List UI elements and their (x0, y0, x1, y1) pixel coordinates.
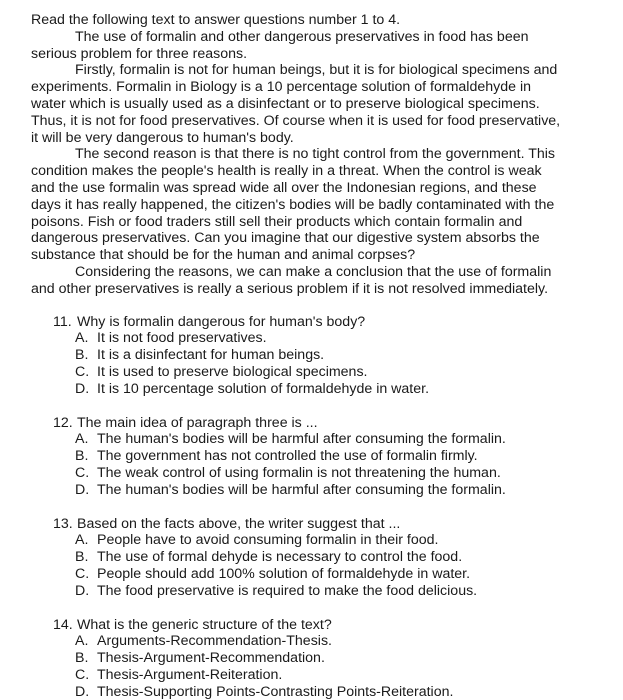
question-text: The main idea of paragraph three is ... (77, 414, 318, 431)
passage-line: The second reason is that there is no tight control from the government. This (75, 146, 555, 163)
passage-paragraph-3 (31, 146, 591, 264)
passage-line: and other preservatives is really a serious problem if it is not resolved immediately. (31, 280, 549, 297)
passage-line: dangerous preservatives. Can you imagine that our digestive system absorbs the (31, 230, 540, 247)
option-letter: A. (75, 532, 89, 549)
option-text: The human's bodies will be harmful after consuming the formalin. (97, 431, 506, 448)
question-text: What is the generic structure of the text? (77, 616, 332, 633)
option-letter: C. (75, 363, 90, 380)
passage-paragraph-2 (31, 62, 591, 146)
answer-option-a[interactable] (75, 633, 591, 650)
option-text: It is used to preserve biological specimens. (97, 363, 368, 380)
option-text: People should add 100% solution of formaldehyde in water. (97, 565, 471, 582)
option-text: The weak control of using formalin is not threatening the human. (97, 464, 501, 481)
answer-option-b[interactable] (75, 650, 591, 667)
question-number: 11. (53, 313, 72, 330)
option-text: The government has not controlled the use of formalin firmly. (97, 448, 478, 465)
answer-option-c[interactable] (75, 667, 591, 684)
reading-passage (31, 29, 591, 298)
option-text: The human's bodies will be harmful after consuming the formalin. (97, 481, 506, 498)
answer-option-b[interactable] (75, 347, 591, 364)
passage-line: Thus, it is not for food preservatives. Of course when it is used for food preservative, (31, 112, 561, 129)
option-text: It is not food preservatives. (97, 330, 267, 347)
option-letter: A. (75, 330, 89, 347)
answer-options (53, 532, 591, 599)
answer-options (53, 330, 591, 397)
question-14 (53, 617, 591, 700)
option-text: The food preservative is required to make the food delicious. (97, 582, 478, 599)
answer-option-b[interactable] (75, 448, 591, 465)
passage-line: The use of formalin and other dangerous preservatives in food has been (75, 28, 529, 45)
option-text: It is 10 percentage solution of formaldehyde in water. (97, 380, 430, 397)
option-text: The use of formal dehyde is necessary to control the food. (97, 549, 463, 566)
instruction-text: Read the following text to answer questions number 1 to 4. (31, 12, 401, 28)
question-stem (53, 617, 591, 634)
question-12 (53, 415, 591, 499)
question-13 (53, 516, 591, 600)
answer-option-c[interactable] (75, 364, 591, 381)
option-letter: B. (75, 650, 89, 667)
answer-option-a[interactable] (75, 431, 591, 448)
question-text: Why is formalin dangerous for human's body? (77, 313, 366, 330)
option-text: People have to avoid consuming formalin in their food. (97, 532, 439, 549)
answer-option-c[interactable] (75, 465, 591, 482)
option-letter: A. (75, 633, 89, 650)
passage-line: serious problem for three reasons. (31, 45, 248, 62)
answer-options (53, 431, 591, 498)
passage-line: condition makes the people's health is really in a threat. When the control is weak (31, 163, 542, 180)
option-letter: B. (75, 448, 89, 465)
passage-line: and the use formalin was spread wide all over the Indonesian regions, and these (31, 179, 537, 196)
passage-line: poisons. Fish or food traders still sell their products which contain formalin and (31, 213, 523, 230)
option-letter: C. (75, 666, 90, 683)
option-letter: D. (75, 582, 90, 599)
passage-paragraph-1 (31, 29, 591, 63)
option-text: Thesis-Supporting Points-Contrasting Points-Reiteration. (97, 683, 454, 700)
question-stem (53, 516, 591, 533)
passage-paragraph-4 (31, 264, 591, 298)
passage-line: Considering the reasons, we can make a conclusion that the use of formalin (75, 263, 552, 280)
question-stem (53, 415, 591, 432)
question-number: 12. (53, 414, 73, 431)
option-letter: D. (75, 481, 90, 498)
question-list (31, 314, 591, 700)
passage-line: Firstly, formalin is not for human beings, but it is for biological specimens and (75, 62, 558, 79)
answer-option-d[interactable] (75, 684, 591, 700)
answer-option-c[interactable] (75, 566, 591, 583)
question-stem (53, 314, 591, 331)
option-letter: C. (75, 565, 90, 582)
option-text: Thesis-Argument-Reiteration. (97, 666, 283, 683)
answer-option-d[interactable] (75, 381, 591, 398)
option-letter: D. (75, 380, 90, 397)
option-letter: A. (75, 431, 89, 448)
passage-line: water which is usually used as a disinfectant or to preserve biological specimens. (31, 95, 540, 112)
option-letter: D. (75, 683, 90, 700)
option-letter: B. (75, 549, 89, 566)
answer-option-d[interactable] (75, 583, 591, 600)
reading-worksheet (31, 12, 591, 700)
passage-line: it will be very dangerous to human's body. (31, 129, 294, 146)
question-11 (53, 314, 591, 398)
answer-option-a[interactable] (75, 532, 591, 549)
question-number: 13. (53, 515, 73, 532)
question-number: 14. (53, 616, 73, 633)
option-letter: B. (75, 347, 89, 364)
option-letter: C. (75, 464, 90, 481)
option-text: It is a disinfectant for human beings. (97, 347, 325, 364)
passage-line: substance that should be for the human and animal corpses? (31, 247, 416, 264)
answer-option-a[interactable] (75, 330, 591, 347)
answer-option-d[interactable] (75, 482, 591, 499)
passage-line: days it has really happened, the citizen's bodies will be badly contaminated with the (31, 196, 555, 213)
option-text: Arguments-Recommendation-Thesis. (97, 633, 332, 650)
passage-line: experiments. Formalin in Biology is a 10 percentage solution of formaldehyde in (31, 79, 531, 96)
option-text: Thesis-Argument-Recommendation. (97, 650, 325, 667)
question-text: Based on the facts above, the writer suggest that ... (77, 515, 401, 532)
answer-option-b[interactable] (75, 549, 591, 566)
answer-options (53, 633, 591, 700)
